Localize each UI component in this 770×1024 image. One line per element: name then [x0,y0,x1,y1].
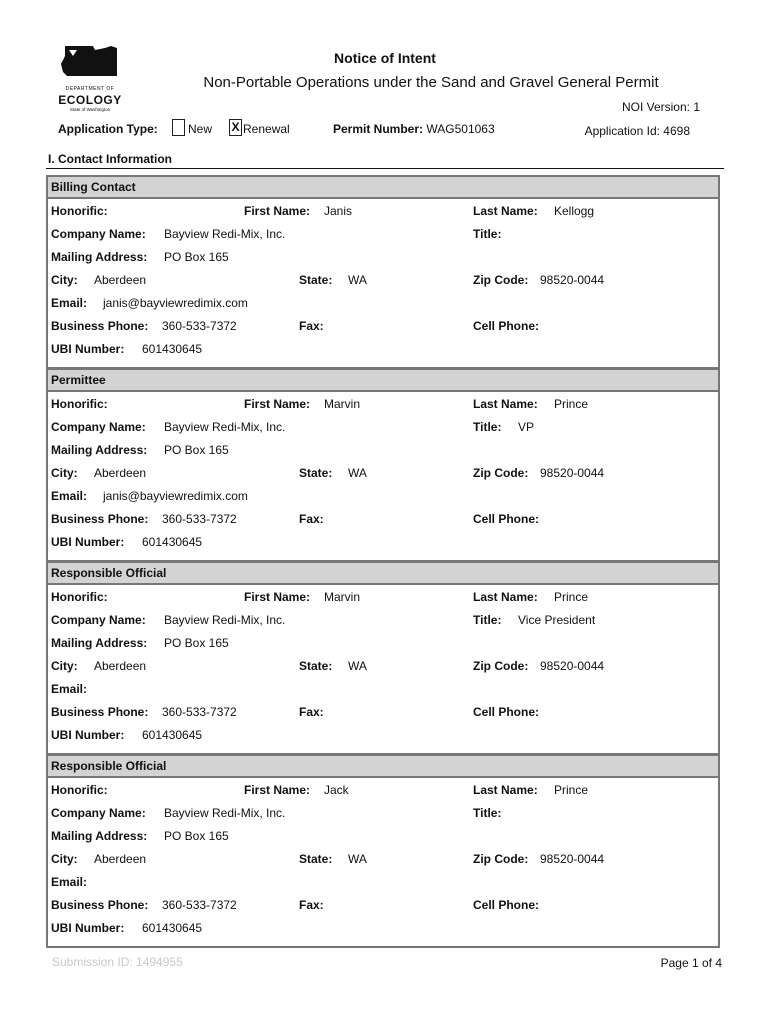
company-row [48,801,718,824]
ubi-row [48,916,718,938]
cell-phone-label: Cell Phone: [473,898,540,912]
city-row [48,654,718,677]
name-row [48,199,718,222]
title-label: Title: [473,806,502,820]
ubi-row [48,530,718,552]
logo-line-1: DEPARTMENT OF [65,86,115,92]
ubi-number-value: 601430645 [142,921,203,935]
first-name-label: First Name: [244,397,311,411]
email-row [48,870,718,893]
page-number: Page 1 of 4 [660,956,722,970]
email-row [48,291,718,314]
phone-row [48,507,718,530]
mailing-row [48,631,718,654]
state-label: State: [299,273,333,287]
document-title: Notice of Intent [334,50,436,66]
business-phone-label: Business Phone: [51,512,149,526]
city-label: City: [51,273,78,287]
mailing-address-value: PO Box 165 [164,829,229,843]
company-row [48,608,718,631]
city-row [48,268,718,291]
state-value: WA [348,466,367,480]
logo-line-2: ECOLOGY [58,93,122,107]
new-label: New [188,122,213,136]
company-row [48,415,718,438]
business-phone-value: 360-533-7372 [162,898,237,912]
renewal-label: Renewal [243,122,290,136]
city-label: City: [51,852,78,866]
zip-code-value: 98520-0044 [540,466,605,480]
mailing-row [48,245,718,268]
contact-block-header: Billing Contact [48,177,718,199]
zip-code-value: 98520-0044 [540,852,605,866]
business-phone-value: 360-533-7372 [162,319,237,333]
state-value: WA [348,852,367,866]
zip-code-value: 98520-0044 [540,273,605,287]
noi-version: NOI Version: 1 [621,100,700,114]
mailing-row [48,438,718,461]
last-name-label: Last Name: [473,397,538,411]
mailing-address-value: PO Box 165 [164,250,229,264]
ubi-number-label: UBI Number: [51,342,125,356]
first-name-label: First Name: [244,783,311,797]
cell-phone-label: Cell Phone: [473,512,540,526]
ubi-number-value: 601430645 [142,535,203,549]
ubi-number-value: 601430645 [142,342,203,356]
contact-block-header: Responsible Official [48,563,718,585]
new-checkbox[interactable] [172,119,185,136]
company-name-label: Company Name: [51,806,146,820]
honorific-label: Honorific: [51,397,108,411]
mailing-address-label: Mailing Address: [51,443,148,457]
company-name-value: Bayview Redi-Mix, Inc. [164,227,286,241]
zip-code-label: Zip Code: [473,852,529,866]
mailing-address-label: Mailing Address: [51,829,148,843]
logo-line-3: State of Washington [69,107,111,112]
city-label: City: [51,659,78,673]
state-label: State: [299,659,333,673]
last-name-label: Last Name: [473,204,538,218]
mailing-address-value: PO Box 165 [164,443,229,457]
last-name-value: Kellogg [554,204,595,218]
submission-id: Submission ID: 1494955 [52,955,183,969]
mailing-address-label: Mailing Address: [51,250,148,264]
section-title: I. Contact Information [48,152,172,166]
contact-block [46,175,720,369]
business-phone-label: Business Phone: [51,705,149,719]
city-value: Aberdeen [94,273,147,287]
contact-block [46,368,720,562]
contact-block [46,561,720,755]
state-value: WA [348,273,367,287]
company-name-value: Bayview Redi-Mix, Inc. [164,613,286,627]
company-name-value: Bayview Redi-Mix, Inc. [164,806,286,820]
state-value: WA [348,659,367,673]
last-name-value: Prince [554,397,589,411]
company-name-label: Company Name: [51,227,146,241]
title-label: Title: [473,420,502,434]
email-value: janis@bayviewredimix.com [103,489,248,503]
honorific-label: Honorific: [51,204,108,218]
zip-code-label: Zip Code: [473,659,529,673]
state-label: State: [299,852,333,866]
email-row [48,677,718,700]
first-name-value: Janis [324,204,353,218]
email-label: Email: [51,489,88,503]
zip-code-label: Zip Code: [473,466,529,480]
zip-code-label: Zip Code: [473,273,529,287]
business-phone-value: 360-533-7372 [162,512,237,526]
phone-row [48,314,718,337]
ubi-number-value: 601430645 [142,728,203,742]
last-name-label: Last Name: [473,590,538,604]
title-value: Vice President [518,613,596,627]
cell-phone-label: Cell Phone: [473,705,540,719]
city-row [48,461,718,484]
document-subtitle: Non-Portable Operations under the Sand and Gravel General Permit [203,74,659,91]
city-value: Aberdeen [94,659,147,673]
email-label: Email: [51,296,88,310]
fax-label: Fax: [299,898,324,912]
mailing-row [48,824,718,847]
last-name-value: Prince [554,783,589,797]
title-label: Title: [473,613,502,627]
city-value: Aberdeen [94,852,147,866]
contact-block [46,754,720,948]
company-name-label: Company Name: [51,420,146,434]
fax-label: Fax: [299,705,324,719]
contact-block-header: Responsible Official [48,756,718,778]
phone-row [48,893,718,916]
email-value: janis@bayviewredimix.com [103,296,248,310]
mailing-address-label: Mailing Address: [51,636,148,650]
business-phone-value: 360-533-7372 [162,705,237,719]
first-name-value: Marvin [324,590,361,604]
fax-label: Fax: [299,319,324,333]
email-label: Email: [51,682,88,696]
fax-label: Fax: [299,512,324,526]
first-name-value: Marvin [324,397,361,411]
email-label: Email: [51,875,88,889]
city-label: City: [51,466,78,480]
renewal-checkbox[interactable]: X [229,119,242,136]
ubi-number-label: UBI Number: [51,535,125,549]
permit-number-value: WAG501063 [426,122,495,136]
city-value: Aberdeen [94,466,147,480]
email-row [48,484,718,507]
phone-row [48,700,718,723]
name-row [48,778,718,801]
title-value: VP [518,420,535,434]
city-row [48,847,718,870]
application-id: Application Id: 4698 [584,124,690,138]
business-phone-label: Business Phone: [51,319,149,333]
zip-code-value: 98520-0044 [540,659,605,673]
state-label: State: [299,466,333,480]
permit-number-label: Permit Number: [333,122,424,136]
name-row [48,392,718,415]
honorific-label: Honorific: [51,783,108,797]
last-name-label: Last Name: [473,783,538,797]
business-phone-label: Business Phone: [51,898,149,912]
company-row [48,222,718,245]
name-row [48,585,718,608]
contact-block-header: Permittee [48,370,718,392]
ubi-row [48,723,718,745]
permit-number [333,122,495,136]
application-type-label: Application Type: [58,122,158,136]
first-name-value: Jack [324,783,349,797]
first-name-label: First Name: [244,204,311,218]
cell-phone-label: Cell Phone: [473,319,540,333]
company-name-label: Company Name: [51,613,146,627]
section-divider [46,168,724,169]
title-label: Title: [473,227,502,241]
honorific-label: Honorific: [51,590,108,604]
mailing-address-value: PO Box 165 [164,636,229,650]
ubi-row [48,337,718,359]
first-name-label: First Name: [244,590,311,604]
company-name-value: Bayview Redi-Mix, Inc. [164,420,286,434]
ubi-number-label: UBI Number: [51,921,125,935]
ubi-number-label: UBI Number: [51,728,125,742]
last-name-value: Prince [554,590,589,604]
